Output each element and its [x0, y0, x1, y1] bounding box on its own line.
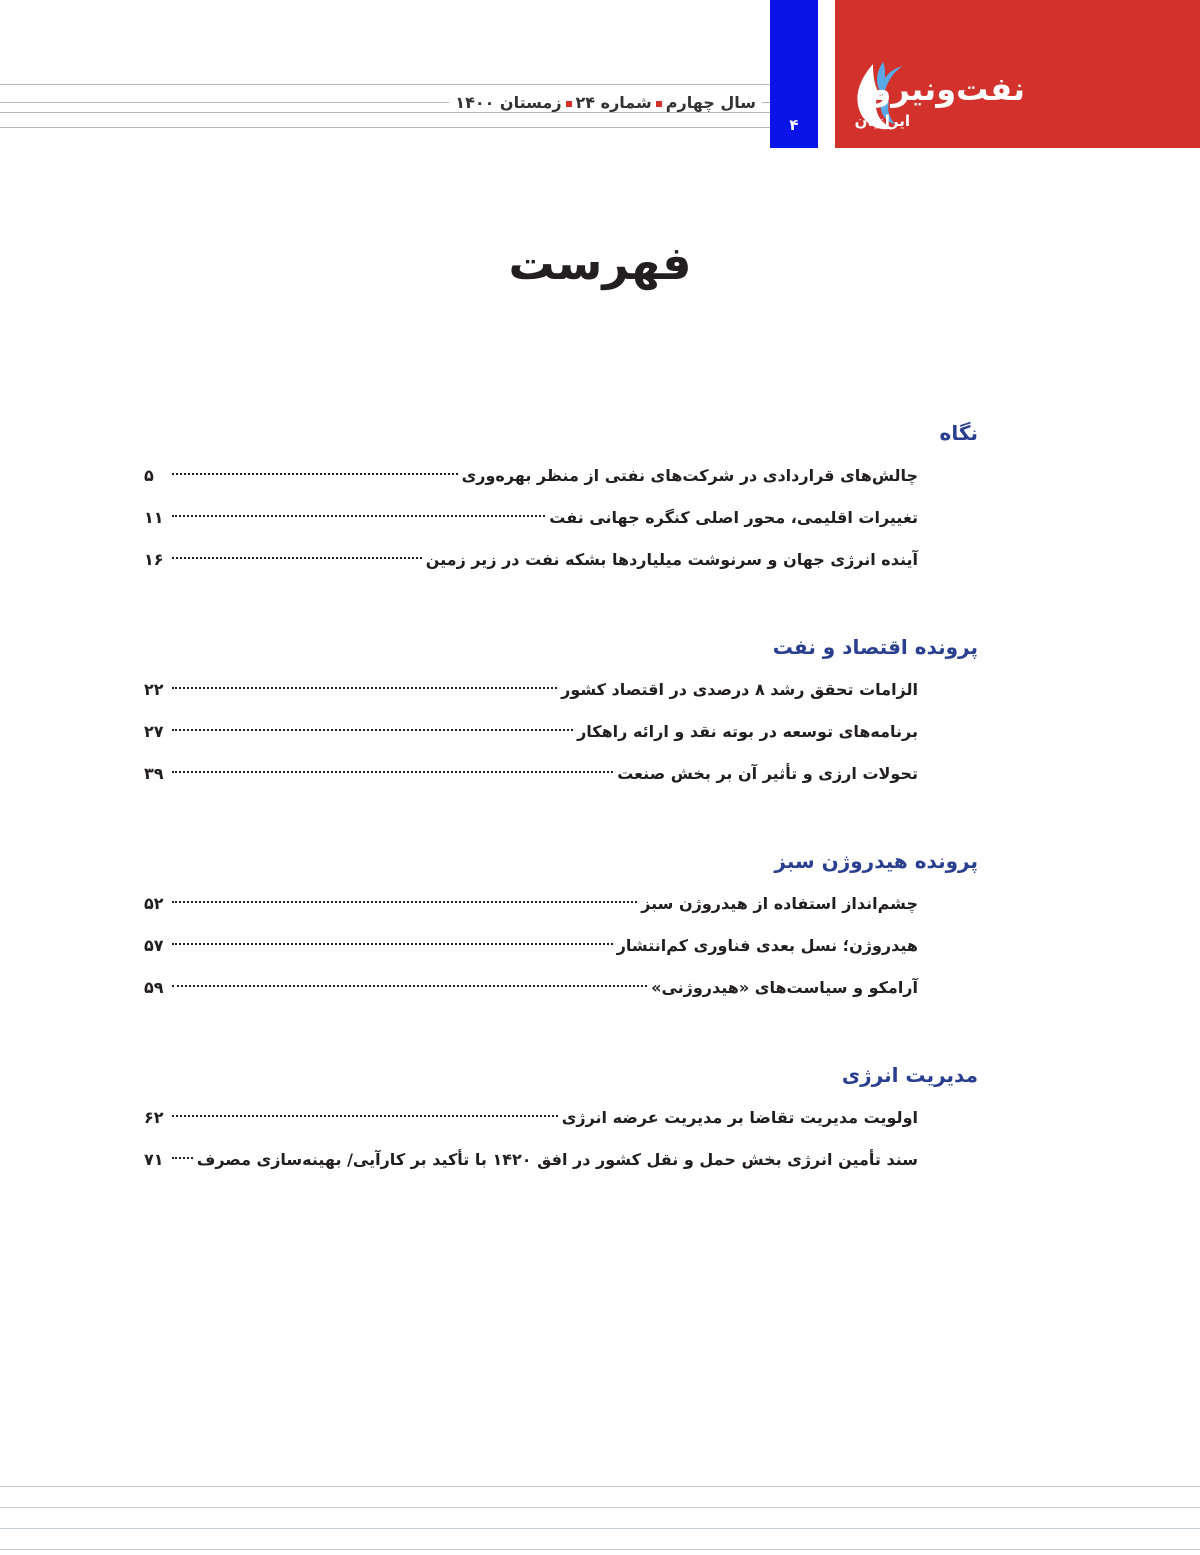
toc-entry[interactable] — [144, 974, 918, 1016]
toc-section — [144, 632, 978, 802]
toc-entry[interactable] — [144, 1146, 918, 1188]
logo-subtitle: ایرانیان — [854, 112, 910, 130]
entry-page: ۳۹ — [144, 764, 164, 783]
entry-title: تغییرات اقلیمی، محور اصلی کنگره جهانی نفت — [549, 508, 918, 527]
entry-title: آینده انرژی جهان و سرنوشت میلیاردها بشکه نفت در زیر زمین — [425, 550, 918, 569]
entry-page: ۵ — [144, 466, 154, 485]
dot-leader — [172, 473, 458, 475]
entry-page: ۷۱ — [144, 1150, 164, 1169]
header-rule-top — [0, 84, 770, 85]
dot-leader — [172, 1115, 558, 1117]
dot-leader — [172, 729, 573, 731]
toc-entry[interactable] — [144, 546, 918, 588]
toc-section — [144, 846, 978, 1016]
entry-title: هیدروژن؛ نسل بعدی فناوری کم‌انتشار — [616, 936, 918, 955]
toc-entry[interactable] — [144, 760, 918, 802]
section-heading: نگاه — [939, 421, 978, 445]
section-heading: پرونده اقتصاد و نفت — [772, 635, 978, 659]
dot-leader — [172, 901, 637, 903]
entry-title: چالش‌های قراردادی در شرکت‌های نفتی از منظر بهره‌وری — [461, 466, 918, 485]
entry-page: ۱۶ — [144, 550, 164, 569]
toc-entry[interactable] — [144, 718, 918, 760]
entry-page: ۲۲ — [144, 680, 164, 699]
header-rule-3 — [0, 127, 770, 128]
toc-entry[interactable] — [144, 462, 918, 504]
separator-square-icon — [566, 101, 572, 107]
toc-entry[interactable] — [144, 676, 918, 718]
toc-entry[interactable] — [144, 932, 918, 974]
footer-rule-2 — [0, 1507, 1200, 1508]
entry-title: تحولات ارزی و تأثیر آن بر بخش صنعت — [617, 764, 918, 783]
dot-leader — [172, 687, 557, 689]
toc-entry[interactable] — [144, 504, 918, 546]
section-heading: مدیریت انرژی — [841, 1063, 978, 1087]
dot-leader — [172, 515, 545, 517]
issue-year: سال چهارم — [665, 93, 756, 112]
entry-page: ۶۲ — [144, 1108, 164, 1127]
separator-square-icon — [656, 101, 662, 107]
logo-wordmark: نفت‌ونیرو — [871, 70, 1025, 108]
footer-rule-1 — [0, 1486, 1200, 1487]
footer-rule-4 — [0, 1549, 1200, 1550]
entry-title: سند تأمین انرژی بخش حمل و نقل کشور در افق ۱۴۲۰ با تأکید بر کارآیی/ بهینه‌سازی مصرف — [196, 1150, 918, 1169]
dot-leader — [172, 985, 647, 987]
dot-leader — [172, 771, 613, 773]
dot-leader — [172, 1157, 193, 1159]
entry-page: ۱۱ — [144, 508, 164, 527]
entry-page: ۵۷ — [144, 936, 164, 955]
issue-number: شماره ۲۴ — [575, 93, 652, 112]
toc-section — [144, 418, 978, 588]
entry-page: ۵۹ — [144, 978, 164, 997]
toc-entry[interactable] — [144, 1104, 918, 1146]
page-number: ۴ — [789, 116, 799, 134]
entry-title: چشم‌انداز استفاده از هیدروژن سبز — [641, 894, 918, 913]
entry-title: الزامات تحقق رشد ۸ درصدی در اقتصاد کشور — [561, 680, 918, 699]
issue-line — [449, 93, 762, 112]
toc-entry[interactable] — [144, 890, 918, 932]
entry-title: اولویت مدیریت تقاضا بر مدیریت عرضه انرژی — [561, 1108, 918, 1127]
dot-leader — [172, 557, 422, 559]
entry-page: ۲۷ — [144, 722, 164, 741]
entry-title: برنامه‌های توسعه در بوته نقد و ارائه راهکار — [577, 722, 918, 741]
entry-page: ۵۲ — [144, 894, 164, 913]
issue-season: زمستان ۱۴۰۰ — [455, 93, 562, 112]
footer-rule-3 — [0, 1528, 1200, 1529]
entry-title: آرامکو و سیاست‌های «هیدروژنی» — [651, 978, 918, 997]
toc-section — [144, 1060, 978, 1188]
page-title: فهرست — [508, 236, 692, 290]
header-rule-2 — [0, 112, 770, 113]
section-heading: پرونده هیدروژن سبز — [774, 849, 978, 873]
dot-leader — [172, 943, 613, 945]
